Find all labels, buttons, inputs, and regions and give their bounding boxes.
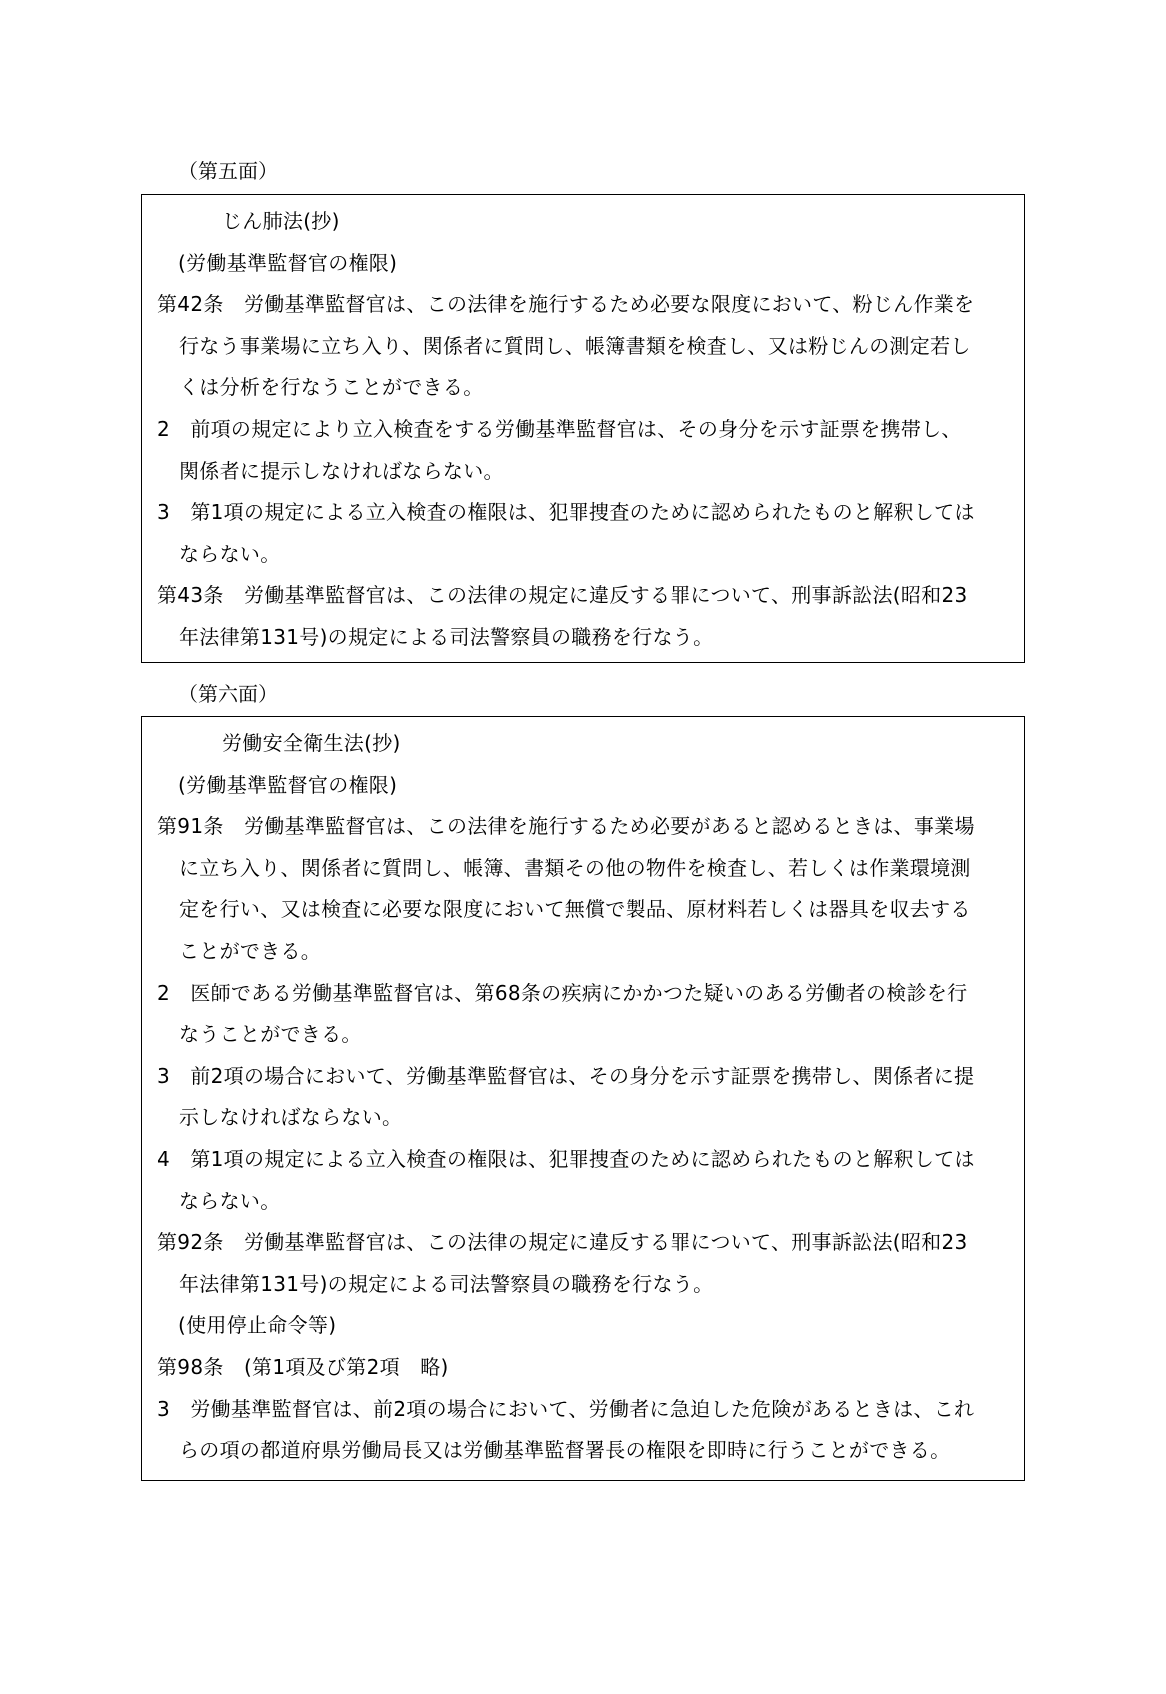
article-line: 4 第1項の規定による立入検査の権限は、犯罪捜査のために認められたものと解釈しては xyxy=(157,1146,975,1171)
face-label-5: （第五面） xyxy=(178,159,278,183)
section-heading: (使用停止命令等) xyxy=(178,1313,337,1338)
continuation-line: ことができる。 xyxy=(179,938,322,963)
article-line: 第92条 労働基準監督官は、この法律の規定に違反する罪について、刑事訴訟法(昭和23 xyxy=(157,1230,968,1255)
continuation-line: 年法律第131号)の規定による司法警察員の職務を行なう。 xyxy=(179,1271,714,1296)
continuation-line: くは分析を行なうことができる。 xyxy=(179,375,484,400)
continuation-line: 示しなければならない。 xyxy=(179,1105,403,1130)
continuation-line: 行なう事業場に立ち入り、関係者に質問し、帳簿書類を検査し、又は粉じんの測定若し xyxy=(179,333,971,358)
article-line: 第42条 労働基準監督官は、この法律を施行するため必要な限度において、粉じん作業を xyxy=(157,292,975,317)
article-line: 第43条 労働基準監督官は、この法律の規定に違反する罪について、刑事訴訟法(昭和23 xyxy=(157,583,968,608)
continuation-line: なうことができる。 xyxy=(179,1022,362,1047)
article-line: 第98条 (第1項及び第2項 略) xyxy=(157,1354,449,1379)
article-line: 第91条 労働基準監督官は、この法律を施行するため必要があると認めるときは、事業場 xyxy=(157,814,975,839)
jinpai-law-excerpt-box xyxy=(141,194,1025,663)
industrial-safety-law-excerpt-box xyxy=(141,716,1025,1481)
article-line: 2 前項の規定により立入検査をする労働基準監督官は、その身分を示す証票を携帯し、 xyxy=(157,416,962,441)
continuation-line: ならない。 xyxy=(179,541,281,566)
continuation-line: 年法律第131号)の規定による司法警察員の職務を行なう。 xyxy=(179,624,714,649)
article-line: 3 前2項の場合において、労働基準監督官は、その身分を示す証票を携帯し、関係者に提 xyxy=(157,1063,975,1088)
law-title: 労働安全衛生法(抄) xyxy=(222,731,401,755)
continuation-line: ならない。 xyxy=(179,1188,281,1213)
article-line: 2 医師である労働基準監督官は、第68条の疾病にかかつた疑いのある労働者の検診を行 xyxy=(157,980,968,1005)
continuation-line: らの項の都道府県労働局長又は労働基準監督署長の権限を即時に行うことができる。 xyxy=(179,1438,951,1463)
continuation-line: 定を行い、又は検査に必要な限度において無償で製品、原材料若しくは器具を収去する xyxy=(179,897,971,922)
section-heading: (労働基準監督官の権限) xyxy=(178,250,398,275)
continuation-line: 関係者に提示しなければならない。 xyxy=(179,458,504,483)
article-line: 3 労働基準監督官は、前2項の場合において、労働者に急迫した危険があるときは、これ xyxy=(157,1396,975,1421)
continuation-line: に立ち入り、関係者に質問し、帳簿、書類その他の物件を検査し、若しくは作業環境測 xyxy=(179,855,971,880)
face-label-6: （第六面） xyxy=(178,682,278,706)
article-line: 3 第1項の規定による立入検査の権限は、犯罪捜査のために認められたものと解釈しては xyxy=(157,500,975,525)
law-title: じん肺法(抄) xyxy=(222,209,340,233)
section-heading: (労働基準監督官の権限) xyxy=(178,772,398,797)
